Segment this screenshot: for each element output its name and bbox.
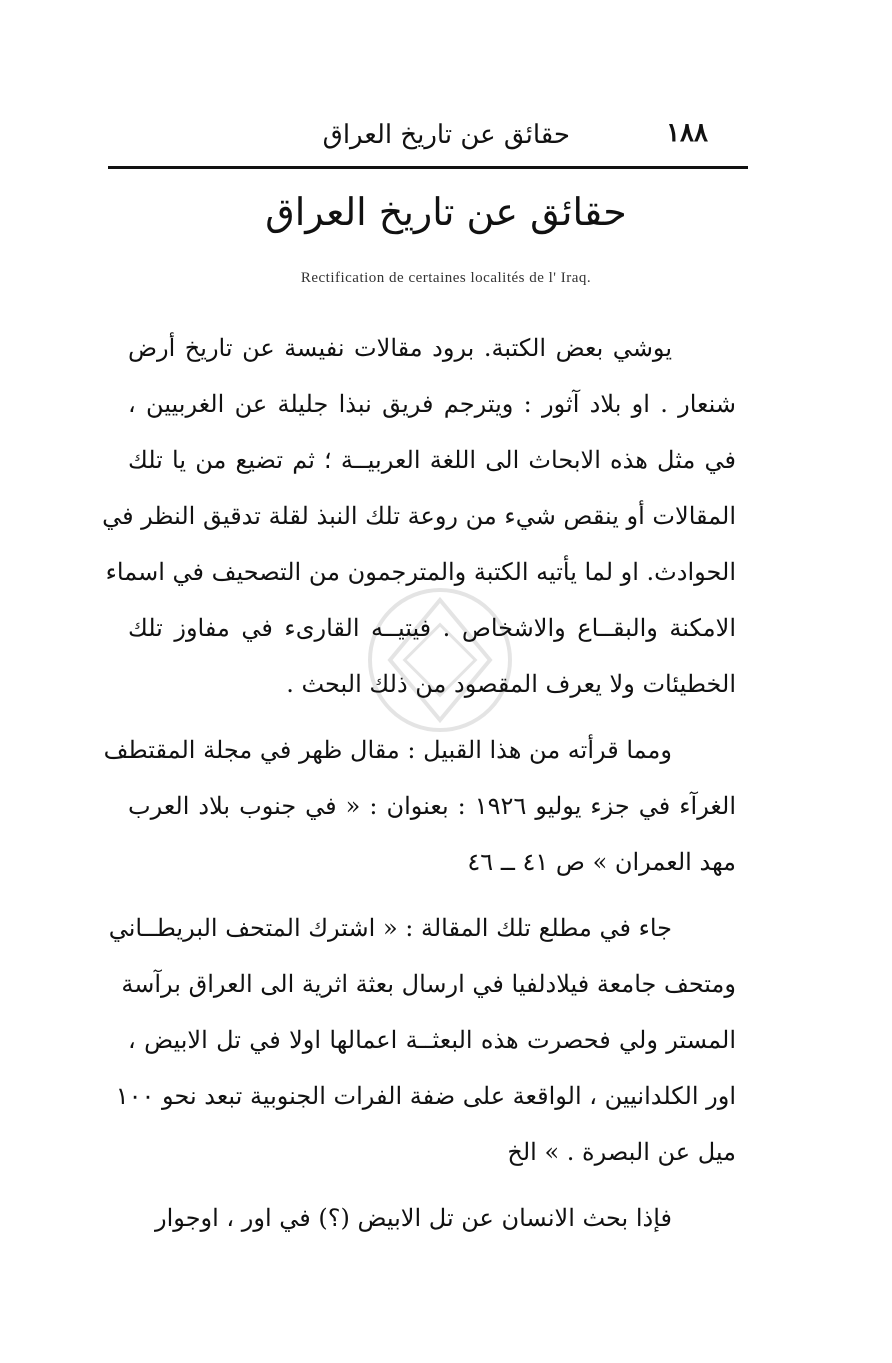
article-subtitle: Rectification de certaines localités de l' Iraq. <box>300 270 592 286</box>
text-line: الحوادث. او لما يأتيه الكتبة والمترجمون من التصحيف في اسماء <box>105 558 736 586</box>
text-line: ومتحف جامعة فيلادلفيا في ارسال بعثة اثرية الى العراق برآسة <box>121 970 736 998</box>
page-number: ١٨٨ <box>666 118 708 148</box>
text-line: في مثل هذه الابحاث الى اللغة العربيــة ؛ ثم تضيع من يا تلك <box>128 446 736 474</box>
text-line: المستر ولي فحصرت هذه البعثــة اعمالها اولا في تل الابيض ، <box>128 1026 736 1054</box>
running-title: حقائق عن تاريخ العراق <box>322 120 570 150</box>
text-line: يوشي بعض الكتبة. برود مقالات نفيسة عن تاريخ أرض <box>128 334 672 362</box>
paragraph-1 <box>102 320 736 712</box>
running-head <box>110 118 720 162</box>
text-line: ميل عن البصرة . » الخ <box>507 1138 736 1166</box>
text-line: شنعار . او بلاد آثور : ويترجم فريق نبذا جليلة عن الغربيين ، <box>128 390 736 418</box>
text-line: ومما قرأته من هذا القبيل : مقال ظهر في مجلة المقتطف <box>103 736 672 764</box>
text-line: اور الكلدانيين ، الواقعة على ضفة الفرات الجنوبية تبعد نحو ١٠٠ <box>115 1082 736 1110</box>
article-body <box>102 320 736 1246</box>
text-line: المقالات أو ينقص شيء من روعة تلك النبذ لقلة تدقيق النظر في <box>102 502 736 530</box>
text-line: الامكنة والبقــاع والاشخاص . فيتيــه القارىء في مفاوز تلك <box>128 614 736 642</box>
text-line: جاء في مطلع تلك المقالة : « اشترك المتحف البريطــاني <box>108 914 672 942</box>
paragraph-2 <box>103 722 736 890</box>
text-line: فإذا بحث الانسان عن تل الابيض (؟) في اور ، اوجوار <box>155 1204 672 1232</box>
text-line: الغرآء في جزء يوليو ١٩٢٦ : بعنوان : « في جنوب بلاد العرب <box>128 792 736 820</box>
paragraph-4 <box>128 1190 736 1246</box>
article-title: حقائق عن تاريخ العراق <box>265 190 627 234</box>
text-line: مهد العمران » ص ٤١ ــ ٤٦ <box>467 848 736 876</box>
header-rule <box>108 166 748 169</box>
paragraph-3 <box>108 900 736 1180</box>
text-line: الخطيئات ولا يعرف المقصود من ذلك البحث . <box>286 670 736 698</box>
